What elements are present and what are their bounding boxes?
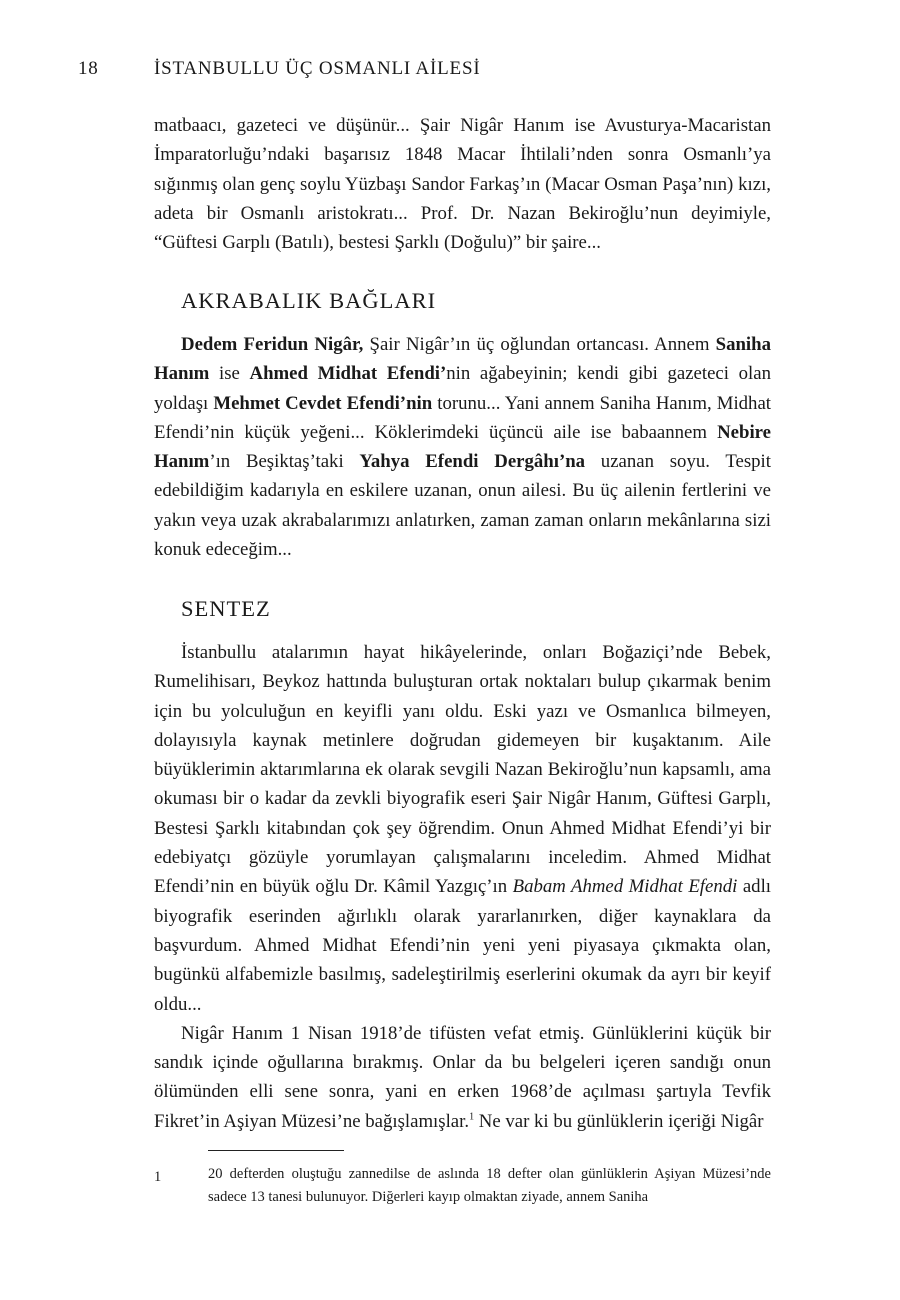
bold-name: Dedem Feridun Nigâr, [181,334,364,355]
text-run: Şair Nigâr’ın üç oğlundan ortancası. Annem [363,334,716,355]
intro-paragraph: matbaacı, gazeteci ve düşünür... Şair Nigâr Hanım ise Avusturya-Macaristan İmparatorluğu’ndaki başarısız 1848 Macar İhtilali’nden sonra Osmanlı’ya sığınmış olan genç soylu Yüzbaşı Sandor Farkaş’ın (Macar Osman Paşa’nın) kızı, adeta bir Osmanlı aristokratı... Prof. Dr. Nazan Bekiroğlu’nun deyimiyle, “Güftesi Garplı (Batılı), bestesi Şarklı (Doğulu)” bir şaire... [154,115,771,254]
footnote-rule [208,1150,344,1151]
intro-block [154,111,771,257]
text-run: uzanan soyu. Tespit edebildiğim kadarıyla en eskilere uzanan, onun ailesi. Bu üç ailenin fertlerini ve yakın veya uzak akrabalarımızı anlatırken, zaman zaman onların mekânlarına sizi konuk edeceğim... [154,451,771,561]
bold-name: Saniha Hanım [154,334,771,385]
bold-name: Yahya Efendi Dergâhı’na [359,451,586,473]
footnote-text: 20 defterden oluştuğu zannedilse de aslında 18 defter olan günlüklerin Aşiyan Müzesi’nde sadece 13 tanesi bulunuyor. Diğerleri kayıp olmaktan ziyade, annem Saniha [208,1166,771,1205]
sentez-paragraph-2 [154,1019,771,1136]
footnote-number: 1 [154,1169,162,1185]
footnote-reference[interactable]: 1 [469,1111,475,1123]
text-run: ’ın Beşiktaş’taki [209,451,360,473]
section-heading-sentez: SENTEZ [181,596,271,621]
text-run: nin ağabeyinin; kendi gibi gazeteci olan yoldaşı [154,363,771,414]
running-head [78,58,770,88]
sentez-paragraph-1 [154,638,771,1019]
bold-name: Nebire Hanım [154,421,771,473]
italic-title: Babam Ahmed Midhat Efendi [512,876,738,898]
text-run: adlı biyografik eserinden ağırlıklı olarak yararlanırken, diğer kaynaklara da başvurdum. Ahmed Midhat Efendi’nin yeni yeni piyasaya çıkmakta olan, bugünkü alfabemizle basılmış, sadeleştirilmiş eserlerini okumak da ayrı bir keyif oldu... [154,876,772,1015]
text-run: İstanbullu atalarımın hayat hikâyelerinde, onları Boğaziçi’nde Bebek, Rumelihisarı, Beykoz hattında buluşturan ortak noktaları bulup çıkarmak benim için bu yolculuğun en keyifli yanı oldu. Eski yazı ve Osmanlıca bilmeyen, dolayısıyla kaynak metinlere doğrudan gidemeyen bir kuşaktanım. Aile büyüklerimin aktarımlarına ek olarak sevgili Nazan Bekiroğlu’nun kapsamlı, ama okuması bir o kadar da zevkli biyografik eseri Şair Nigâr Hanım, Güftesi Garplı, Bestesi Şarklı kitabından çok şey öğrendim. Onun Ahmed Midhat Efendi’yi bir edebiyatçı gözüyle yorumlayan çalışmalarını inceledim. Ahmed Midhat Efendi’nin en büyük oğlu Dr. Kâmil Yazgıç’ın [154,642,771,898]
akrabalik-block [154,330,771,564]
bold-name: Ahmed Midhat Efendi’ [249,363,447,385]
akrabalik-paragraph [154,330,771,564]
page-number: 18 [78,58,99,79]
sentez-block [154,638,771,1136]
bold-name: Mehmet Cevdet Efendi’nin [213,392,433,414]
section-heading-akrabalik: AKRABALIK BAĞLARI [181,288,437,313]
text-run: Nigâr Hanım 1 Nisan 1918’de tifüsten vefat etmiş. Günlüklerini küçük bir sandık içinde oğullarına bırakmış. Onlar da bu belgeleri içeren sandığı onun ölümünden elli sene sonra, yani en erken 1968’de açılması şartıyla Tevfik Fikret’in Aşiyan Müzesi’ne bağışlamışlar. [154,1022,771,1132]
text-run: torunu... Yani annem Saniha Hanım, Midhat Efendi’nin küçük yeğeni... Köklerimdeki üçüncü aile ise babaannem [154,392,771,443]
running-title: İSTANBULLU ÜÇ OSMANLI AİLESİ [154,58,481,79]
text-run: Ne var ki bu günlüklerin içeriği Nigâr [474,1110,764,1132]
text-run: ise [209,363,250,385]
